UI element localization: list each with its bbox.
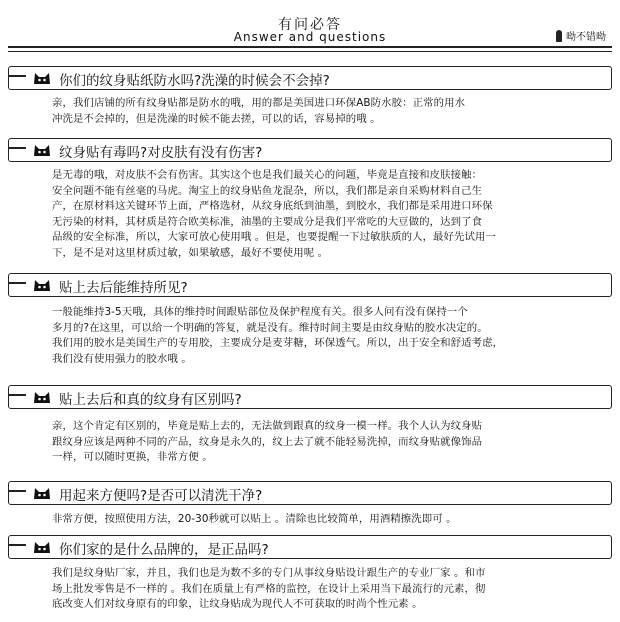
question-marker xyxy=(8,75,26,77)
answer-line: 非常方便，按照使用方法，20-30秒就可以贴上 。清除也比较简单，用酒精擦洗即可 。 xyxy=(52,513,457,525)
question-text: 贴上去后和真的纹身有区别吗? xyxy=(59,392,242,408)
cat-icon xyxy=(33,71,51,85)
answer-line: 亲，我们店铺的所有纹身贴都是防水的哦，用的都是美国进口环保AB防水胶：正常的用水 xyxy=(52,97,466,109)
question-marker xyxy=(8,490,26,492)
answer-text xyxy=(52,419,600,466)
answer-line: 多月的?在这里，可以给一个明确的答复，就是没有。维持时间主要是由纹身贴的胶水决定的。 xyxy=(52,321,488,334)
answer-text xyxy=(52,566,600,613)
page-subtitle: Answer and questions xyxy=(233,30,387,44)
question-marker xyxy=(8,394,26,396)
header-divider-thin xyxy=(8,51,612,52)
question-text: 贴上去后能维持所见? xyxy=(59,280,188,296)
header-badge xyxy=(556,28,606,43)
answer-line: 我们是纹身贴厂家，并且，我们也是为数不多的专门从事纹身贴设计跟生产的专业厂家 。和市 xyxy=(52,567,486,579)
cat-icon xyxy=(33,540,51,554)
answer-line: 底改变人们对纹身原有的印象，让纹身贴成为现代人不可获取的时尚个性元素 。 xyxy=(52,598,423,610)
question-box xyxy=(8,66,612,90)
cat-icon xyxy=(33,486,51,500)
header-badge-text: 呦不错呦 xyxy=(566,32,606,43)
answer-text xyxy=(52,168,600,261)
pin-icon xyxy=(556,30,562,42)
answer-text xyxy=(52,512,600,528)
question-marker xyxy=(8,282,26,284)
answer-line: 场上批发零售是不一样的 。我们在质量上有严格的监控，在设计上采用当下最流行的元素，彻 xyxy=(52,582,486,595)
answer-line: 跟纹身应该是两种不同的产品，纹身是永久的，纹上去了就不能轻易洗掉，而纹身贴就像饰品 xyxy=(52,435,483,448)
question-text: 用起来方便吗?是否可以清洗干净? xyxy=(59,488,263,504)
question-box xyxy=(8,385,612,409)
question-box xyxy=(8,481,612,505)
answer-line: 下，是不是对这里材质过敏，如果敏感，最好不要使用呢 。 xyxy=(52,246,329,259)
question-marker xyxy=(8,147,26,149)
answer-text xyxy=(52,305,600,367)
answer-line: 我们没有使用强力的胶水哦 。 xyxy=(52,352,192,365)
answer-text xyxy=(52,96,600,127)
answer-line: 冲洗是不会掉的，但是洗澡的时候不能去搓，可以的话，容易掉的哦 。 xyxy=(52,112,381,125)
answer-line: 无污染的材料，其材质是符合欧美标准，油墨的主要成分是我们平常吃的大豆做的，达到了食 xyxy=(52,215,483,228)
cat-icon xyxy=(33,143,51,157)
cat-icon xyxy=(33,390,51,404)
answer-line: 是无毒的哦，对皮肤不会有伤害。其实这个也是我们最关心的问题，毕竟是直接和皮肤接触： xyxy=(52,169,483,181)
answer-line: 产，在原材料这关键环节上面，严格选材，从纹身底纸到油墨，到胶水，我们都是采用进口环保 xyxy=(52,200,493,212)
question-marker xyxy=(8,544,26,546)
question-text: 你们家的是什么品牌的，是正品吗? xyxy=(59,542,269,558)
question-box xyxy=(8,535,612,559)
answer-line: 品级的安全标准，所以，大家可放心使用哦 。但是，也要提醒一下过敏肤质的人，最好先试用一 xyxy=(52,231,497,243)
answer-line: 我们用的胶水是美国生产的专用胶，主要成分是麦芽糖，环保透气。所以，出于安全和舒适考虑， xyxy=(52,337,504,349)
answer-line: 一样，可以随时更换，非常方便 。 xyxy=(52,451,213,463)
question-text: 纹身贴有毒吗?对皮肤有没有伤害? xyxy=(59,145,263,161)
question-text: 你们的纹身贴纸防水吗?洗澡的时候会不会掉? xyxy=(59,73,330,89)
answer-line: 亲，这个肯定有区别的，毕竟是贴上去的，无法做到跟真的纹身一模一样。我个人认为纹身贴 xyxy=(52,420,483,432)
page-title: 有问必答 xyxy=(278,17,342,33)
question-box xyxy=(8,273,612,297)
answer-line: 一般能维持3-5天哦，具体的维持时间跟贴部位及保护程度有关。很多人问有没有保持一个 xyxy=(52,306,468,318)
header-divider xyxy=(8,46,612,48)
answer-line: 安全问题不能有丝毫的马虎。淘宝上的纹身贴鱼龙混杂，所以，我们都是亲自采购材料自己生 xyxy=(52,184,483,197)
cat-icon xyxy=(33,278,51,292)
question-box xyxy=(8,138,612,162)
